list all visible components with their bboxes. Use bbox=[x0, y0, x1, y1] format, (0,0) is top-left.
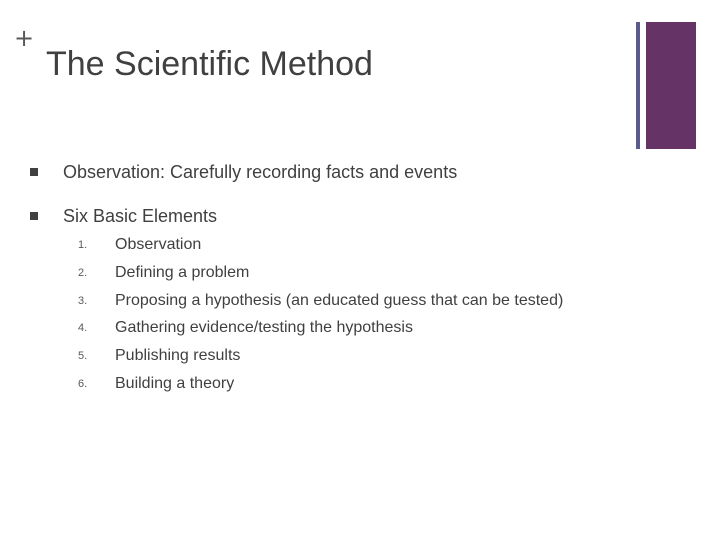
square-bullet-icon bbox=[30, 168, 38, 176]
item-text: Defining a problem bbox=[115, 264, 250, 281]
item-number: 4. bbox=[78, 322, 88, 334]
item-text: Gathering evidence/testing the hypothesis bbox=[115, 319, 413, 336]
plus-icon: + bbox=[14, 24, 35, 52]
item-text: Observation bbox=[115, 236, 202, 253]
slide-title: The Scientific Method bbox=[46, 45, 373, 83]
item-number: 1. bbox=[78, 239, 88, 251]
bullet-item bbox=[30, 161, 457, 183]
accent-bar-thin bbox=[636, 22, 640, 149]
accent-bar-thick bbox=[646, 22, 696, 149]
item-text: Publishing results bbox=[115, 347, 241, 364]
item-text: Proposing a hypothesis (an educated guess that can be tested) bbox=[115, 292, 564, 309]
square-bullet-icon bbox=[30, 212, 38, 220]
bullet-text: Six Basic Elements bbox=[63, 206, 218, 226]
item-number: 2. bbox=[78, 267, 88, 279]
bullet-text: Observation: Carefully recording facts and events bbox=[63, 162, 458, 182]
item-number: 5. bbox=[78, 350, 88, 362]
bullet-item bbox=[30, 205, 217, 227]
item-number: 3. bbox=[78, 295, 88, 307]
item-number: 6. bbox=[78, 378, 88, 390]
item-text: Building a theory bbox=[115, 375, 235, 392]
